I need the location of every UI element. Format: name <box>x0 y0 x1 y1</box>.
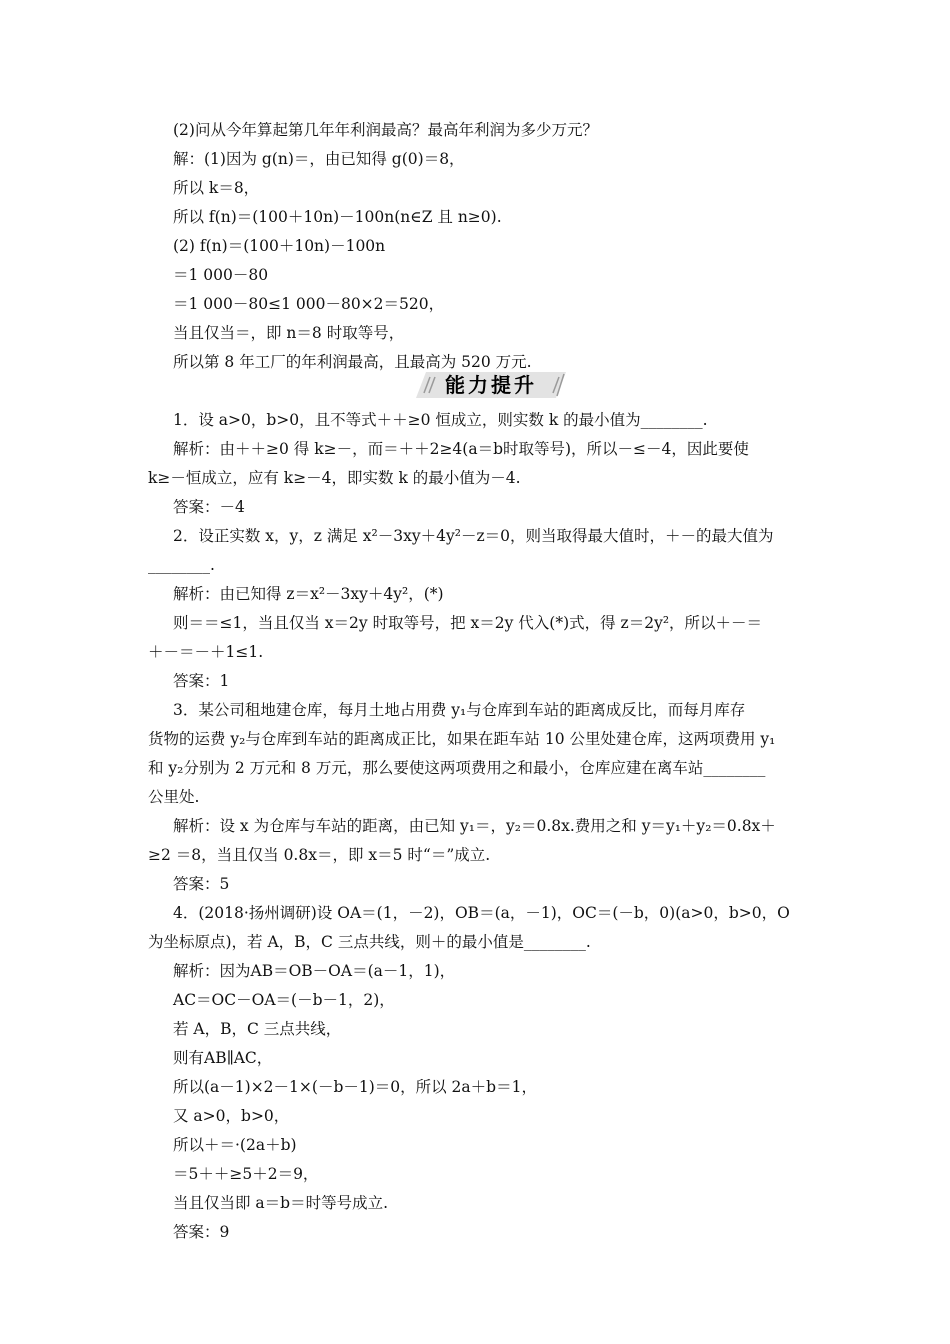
question-3-text: 货物的运费 y₂与仓库到车站的距离成正比，如果在距车站 10 公里处建仓库，这两项费用 y₁ <box>148 730 776 748</box>
answer-line: 答案：9 <box>173 1223 230 1241</box>
question-3-text: 公里处. <box>148 788 200 806</box>
analysis-line: 所以＋＝·(2a＋b) <box>173 1136 297 1154</box>
question-2-text: (2)问从今年算起第几年年利润最高？最高年利润为多少万元？ <box>173 121 598 139</box>
solution-line: 所以 f(n)＝(100＋10n)－100n(n∈Z 且 n≥0). <box>173 208 502 226</box>
answer-line: 答案：－4 <box>173 498 245 516</box>
analysis-line: 又 a>0，b>0， <box>173 1107 290 1125</box>
analysis-line: k≥－恒成立，应有 k≥－4，即实数 k 的最小值为－4. <box>148 469 521 487</box>
solution-line: 所以第 8 年工厂的年利润最高，且最高为 520 万元. <box>173 353 532 371</box>
solution-line: 解：(1)因为 g(n)＝，由已知得 g(0)＝8， <box>173 150 465 168</box>
question-2-text: 2．设正实数 x，y，z 满足 x²－3xy＋4y²－z＝0，则当取得最大值时，＋－的最大值为 <box>173 527 774 545</box>
analysis-line: AC＝OC－OA＝(－b－1，2)， <box>173 991 395 1009</box>
answer-line: 答案：5 <box>173 875 230 893</box>
solution-line: (2) f(n)＝(100＋10n)－100n <box>173 237 386 255</box>
analysis-line: ＋－＝－＋1≤1. <box>148 643 264 661</box>
section-title: 能力提升 <box>445 373 537 397</box>
analysis-line: ≥2 ＝8，当且仅当 0.8x＝，即 x＝5 时“＝”成立. <box>148 846 491 864</box>
question-3-text: 和 y₂分别为 2 万元和 8 万元，那么要使这两项费用之和最小，仓库应建在离车站________ <box>148 759 766 777</box>
analysis-line: ＝5＋＋≥5＋2＝9， <box>173 1165 319 1183</box>
solution-line: ＝1 000－80≤1 000－80×2＝520， <box>173 295 445 313</box>
analysis-line: 当且仅当即 a＝b＝时等号成立. <box>173 1194 389 1212</box>
analysis-line: 解析：设 x 为仓库与车站的距离，由已知 y₁＝，y₂＝0.8x.费用之和 y＝y₁＋y₂＝0.8x＋ <box>173 817 776 835</box>
solution-line: 所以 k＝8， <box>173 179 260 197</box>
analysis-line: 所以(a－1)×2－1×(－b－1)＝0，所以 2a＋b＝1， <box>173 1078 537 1096</box>
analysis-line: 解析：因为AB＝OB－OA＝(a－1，1)， <box>173 962 456 980</box>
solution-line: ＝1 000－80 <box>173 266 269 284</box>
question-4-text: 为坐标原点)，若 A，B，C 三点共线，则＋的最小值是________. <box>148 933 591 951</box>
analysis-line: 解析：由已知得 z＝x²－3xy＋4y²，(*) <box>173 585 444 603</box>
section-banner <box>416 368 566 402</box>
answer-line: 答案：1 <box>173 672 230 690</box>
analysis-line: 若 A，B，C 三点共线， <box>173 1020 342 1038</box>
question-1-text: 1．设 a>0，b>0，且不等式＋＋≥0 恒成立，则实数 k 的最小值为________. <box>173 411 708 429</box>
solution-line: 当且仅当＝，即 n＝8 时取等号， <box>173 324 405 342</box>
analysis-line: 则有AB∥AC， <box>173 1049 273 1067</box>
question-3-text: 3．某公司租地建仓库，每月土地占用费 y₁与仓库到车站的距离成反比，而每月库存 <box>173 701 746 719</box>
question-2-blank: ________. <box>148 556 215 574</box>
analysis-line: 则＝＝≤1，当且仅当 x＝2y 时取等号，把 x＝2y 代入(*)式，得 z＝2y²，所以＋－＝ <box>173 614 763 632</box>
question-4-text: 4．(2018·扬州调研)设 OA＝(1，－2)，OB＝(a，－1)，OC＝(－b，0)(a>0，b>0，O <box>173 904 790 922</box>
analysis-line: 解析：由＋＋≥0 得 k≥－，而＝＋＋2≥4(a＝b时取等号)，所以－≤－4，因此要使 <box>173 440 749 458</box>
